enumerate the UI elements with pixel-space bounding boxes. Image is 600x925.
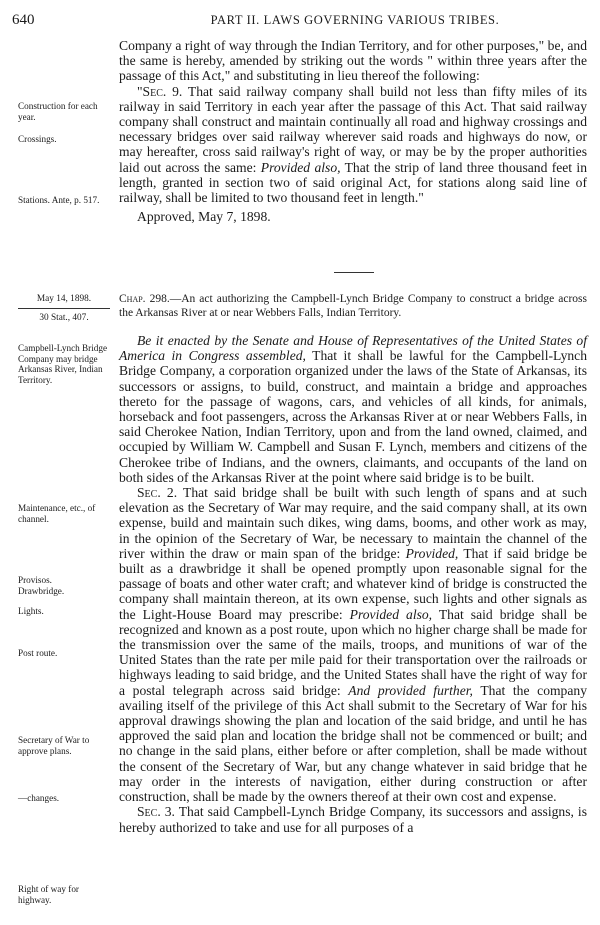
enacting-paragraph [119, 333, 587, 485]
section-text: That said bridge shall be built with such length of spans and at such elevation as the Secretary of War may require, and the said company shall, at its own expense, build and maintain such dikes, wing dams, booms, and other work as may, in the opinion of the Secretary of War, be necessary to maintain the channel of the river within the draw or main span of the bridge: [119, 485, 587, 561]
act-date: May 14, 1898. [36, 294, 92, 304]
margin-note-right-of-way: Right of way for highway. [18, 884, 79, 905]
section-text: That the strip of land three thousand feet in length, granted in section two of said original Act, for stations along said line of railway, shall be limited to two thousand feet in length." [119, 159, 587, 206]
approved-line: Approved, May 7, 1898. [137, 209, 271, 225]
page-number: 640 [12, 12, 35, 28]
section-9 [119, 84, 587, 206]
section-text: That said Campbell-Lynch Bridge Company, its successors and assigns, is hereby authorized to take and use for all purposes of a [119, 804, 587, 835]
paragraph-continuation: Company a right of way through the Indian Territory, and for other purposes," be, and the same is hereby, amended by striking out the words " within three years after the passage of this Act," and substituting in lieu thereof the following: [119, 38, 587, 84]
margin-note-stations: Stations. Ante, p. 517. [18, 195, 100, 205]
chapter-label: Chap. 298. [119, 293, 170, 305]
margin-note-secretary: Secretary of War to approve plans. [18, 735, 90, 756]
section-text: That said railway company shall build not less than fifty miles of its railway in said Territory in each year after the passage of this Act. That said railway company shall construct and maintain continually all road and highway crossings and necessary bridges over said railway wherever said roads and highways do now, or may hereafter, cross said railway's right of way, or may be by the proper authorities laid out across the same: [119, 83, 587, 175]
section-text: That the company availing itself of the privilege of this Act shall submit to the Secretary of War for his approval drawings showing the plan and location of the said bridge, and until he has approved the said plan and location the bridge shall not be commenced or built; and no change in the said plans, either before or after completion, shall be made without the consent of the Secretary of War, but any change whatever in said bridge that he may order in the interests of navigation, either during construction or after construction, shall be made by the owners thereof at their own cost and expense. [119, 682, 587, 805]
section-divider [334, 272, 374, 273]
proviso: Provided also, [349, 606, 433, 622]
margin-note-drawbridge: Drawbridge. [18, 586, 65, 596]
margin-note-lights: Lights. [18, 606, 44, 616]
proviso: And provided further, [348, 682, 473, 698]
section-text: That if said bridge be built as a drawbridge it shall be opened promptly upon reasonable signal for the passage of boats and other water craft; and whatever kind of bridge is constructed the company shall maintain thereon, at its own expense, such lights and other signals as the Light-House Board may prescribe: [119, 545, 588, 622]
section-text: That said bridge shall be recognized and known as a post route, upon which no higher charge shall be made for the transmission over the same of the mails, troops, and munitions of war of the United States than the rate per mile paid for their transportation over the railroads or highways leading to said bridge, and the United States shall have the right of way for a postal telegraph across said bridge: [119, 606, 587, 698]
section-2 [119, 485, 587, 804]
enacting-text: That it shall be lawful for the Campbell-Lynch Bridge Company, a corporation organized under the laws of the State of Arkansas, its successors or assigns, to build, construct, and maintain a bridge and approaches thereto for the passage of wagons, cars, and vehicles of all kinds, for animals, horseback and foot passengers, across the Arkansas River at or near Webbers Falls, in said Cherokee Nation, Indian Territory, upon and from the land owned, claimed, and occupied by William W. Campbell and Susan F. Lynch, members and citizens of the Cherokee tribe of Indians, and the owners, claimants, and occupants of the land on both sides of the Arkansas River at the point where said bridge is to be built. [119, 348, 587, 485]
section-label: Sec. 2. [137, 485, 178, 501]
margin-note-crossings: Crossings. [18, 134, 57, 144]
margin-note-changes: —changes. [18, 793, 60, 803]
act-body [119, 333, 587, 835]
margin-note-construction: Construction for each year. [18, 101, 98, 122]
section-label: Sec. 3. [137, 804, 175, 820]
section-3 [119, 804, 587, 834]
proviso: Provided also, [260, 159, 341, 175]
statute-citation: 30 Stat., 407. [39, 313, 89, 323]
enacting-clause: Be it enacted by the Senate and House of Representatives of the United States of America in Congress assembled, [119, 333, 587, 364]
margin-note-company: Campbell-Lynch Bridge Company may bridge Arkansas River, Indian Territory. [18, 343, 108, 385]
margin-note-maintenance: Maintenance, etc., of channel. [18, 503, 96, 524]
chapter-title: —An act authorizing the Campbell-Lynch Bridge Company to construct a bridge across the Arkansas River at or near Webbers Falls, Indian Territory. [119, 293, 587, 319]
running-title: PART II. LAWS GOVERNING VARIOUS TRIBES. [210, 13, 500, 27]
section-label: "Sec. 9. [137, 83, 183, 99]
top-block [119, 38, 587, 224]
proviso: Provided, [405, 545, 459, 561]
date-divider [18, 308, 110, 309]
chapter-heading [119, 293, 587, 320]
margin-note-post-route: Post route. [18, 648, 58, 658]
margin-note-provisos: Provisos. [18, 575, 52, 585]
date-block [18, 292, 110, 325]
